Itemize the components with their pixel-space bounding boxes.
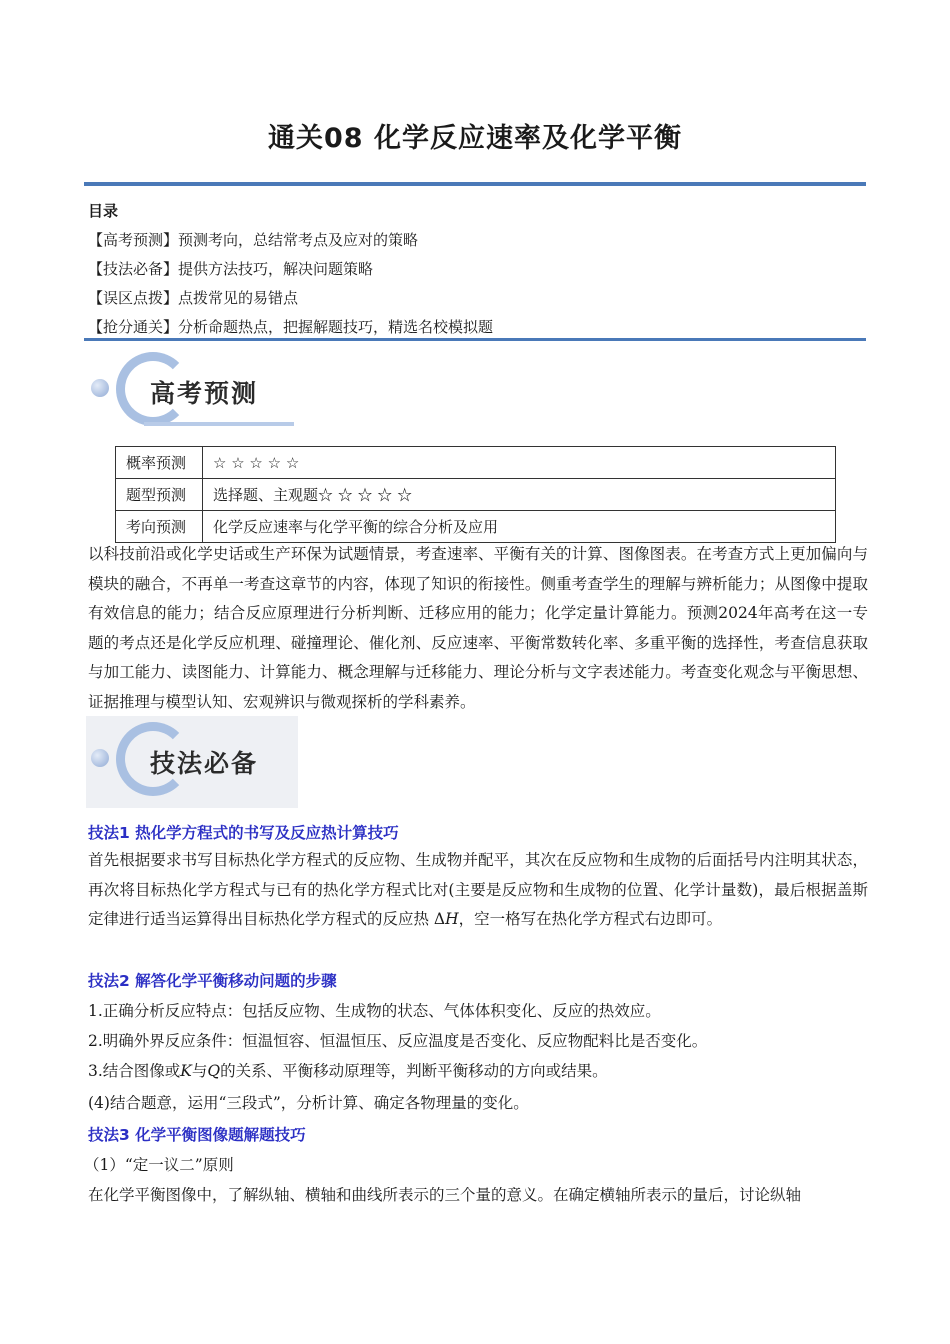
prediction-table (115, 446, 836, 543)
step-text: 的关系、平衡移动原理等，判断平衡移动的方向或结果。 (220, 1062, 608, 1080)
table-cell-key: 题型预测 (116, 479, 203, 511)
skills-banner-label: 技法必备 (150, 749, 259, 778)
top-divider (84, 182, 866, 186)
page-title: 通关08 化学反应速率及化学平衡 (268, 123, 682, 154)
enthalpy-symbol: H (445, 910, 459, 928)
skill2-step: 1.正确分析反应特点：包括反应物、生成物的状态、气体体积变化、反应的热效应。 (88, 1002, 661, 1020)
table-cell-key: 概率预测 (116, 447, 203, 479)
table-row (116, 511, 836, 543)
table-cell-key: 考向预测 (116, 511, 203, 543)
toc-heading: 目录 (88, 202, 119, 220)
toc-item[interactable]: 【误区点拨】点拨常见的易错点 (88, 289, 299, 307)
circle-decoration-icon (91, 749, 109, 767)
skill3-subheading: （1）“定一议二”原则 (84, 1156, 234, 1174)
forecast-banner (86, 346, 298, 438)
skill2-step: (4)结合题意，运用“三段式”，分析计算、确定各物理量的变化。 (88, 1094, 529, 1112)
toc-item[interactable]: 【高考预测】预测考向，总结常考点及应对的策略 (88, 231, 419, 249)
toc-item[interactable]: 【抢分通关】分析命题热点，把握解题技巧，精选名校模拟题 (88, 318, 494, 336)
skill3-text: 在化学平衡图像中，了解纵轴、横轴和曲线所表示的三个量的意义。在确定横轴所表示的量后，讨论纵轴 (88, 1186, 802, 1204)
step-text: 与 (191, 1062, 208, 1080)
skill1-text-a: 首先根据要求书写目标热化学方程式的反应物、生成物并配平，其次在反应物和生成物的后面括号内注明其状态，再次将目标热化学方程式与已有的热化学方程式比对(主要是反应物和生成物的位置、化学计量数)，最后根据盖斯定律进行适当运算得出目标热化学方程式的反应热 Δ (88, 851, 868, 928)
skill2-step: 2.明确外界反应条件：恒温恒容、恒温恒压、反应温度是否变化、反应物配料比是否变化。 (88, 1032, 708, 1050)
toc-divider (84, 338, 866, 341)
step-text: 3.结合图像或 (88, 1062, 181, 1080)
toc-item[interactable]: 【技法必备】提供方法技巧，解决问题策略 (88, 260, 374, 278)
skill1-heading: 技法1 热化学方程式的书写及反应热计算技巧 (88, 824, 399, 842)
skill2-heading: 技法2 解答化学平衡移动问题的步骤 (88, 972, 337, 990)
skills-banner (86, 716, 298, 808)
table-cell-value: 化学反应速率与化学平衡的综合分析及应用 (203, 511, 836, 543)
table-of-contents (88, 197, 493, 342)
skill1-text-b: ，空一格写在热化学方程式右边即可。 (458, 910, 723, 928)
table-cell-value: 选择题、主观题☆ ☆ ☆ ☆ ☆ (203, 479, 836, 511)
skill2-step (88, 1059, 608, 1081)
table-row (116, 479, 836, 511)
table-row (116, 447, 836, 479)
skill3-heading: 技法3 化学平衡图像题解题技巧 (88, 1126, 306, 1144)
q-symbol: Q (207, 1062, 221, 1080)
forecast-banner-label: 高考预测 (150, 379, 259, 408)
circle-decoration-icon (91, 379, 109, 397)
forecast-paragraph: 以科技前沿或化学史话或生产环保为试题情景，考查速率、平衡有关的计算、图像图表。在考查方式上更加偏向与模块的融合，不再单一考查这章节的内容，体现了知识的衔接性。侧重考查学生的理解与辨析能力；从图像中提取有效信息的能力；结合反应原理进行分析判断、迁移应用的能力；化学定量计算能力。预测2024年高考在这一专题的考点还是化学反应机理、碰撞理论、催化剂、反应速率、平衡常数转化率、多重平衡的选择性，考查信息获取与加工能力、读图能力、计算能力、概念理解与迁移能力、理论分析与文字表述能力。考查变化观念与平衡思想、证据推理与模型认知、宏观辨识与微观探析的学科素养。 (88, 545, 868, 711)
k-symbol: K (180, 1062, 192, 1080)
table-cell-value: ☆ ☆ ☆ ☆ ☆ (203, 447, 836, 479)
skill1-paragraph (88, 846, 868, 935)
